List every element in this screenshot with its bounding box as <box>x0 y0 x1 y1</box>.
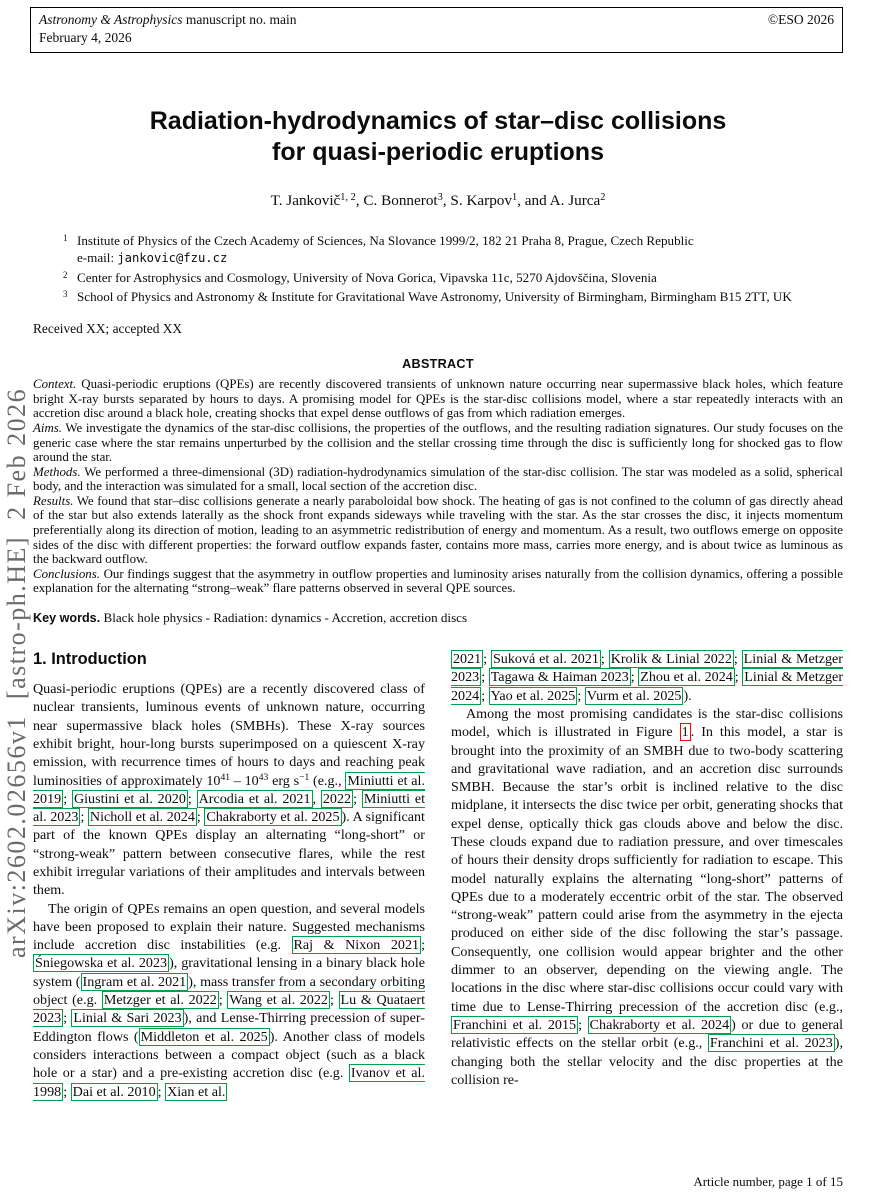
citation-link[interactable]: Zhou et al. 2024 <box>640 669 733 686</box>
citation-link[interactable]: Vurm et al. 2025 <box>586 687 682 704</box>
keywords-line <box>33 610 843 626</box>
keywords-text: Black hole physics - Radiation: dynamics - Accretion, accretion discs <box>100 610 468 626</box>
abstract-methods: Methods. We performed a three-dimensional (3D) radiation-hydrodynamics simulation of the star-disc collision. The star was modeled as a solid, spherical body, and the interaction was simulated for a small, local section of the accretion disc. <box>33 464 843 494</box>
citation-link[interactable]: Franchini et al. 2015 <box>453 1016 577 1033</box>
citation-link[interactable]: Krolik & Linial 2022 <box>610 651 732 668</box>
citation-link[interactable]: Yao et al. 2025 <box>490 687 576 704</box>
abstract-conclusions: Conclusions. Our findings suggest that the asymmetry in outflow properties and luminosity arises naturally from the collision dynamics, offering a possible explanation for the alternating “strong–weak” flare patterns observed in several QPE sources. <box>33 566 843 596</box>
manuscript-title-line: Astronomy & Astrophysics manuscript no. main <box>39 12 297 27</box>
body-paragraph: Quasi-periodic eruptions (QPEs) are a recently discovered class of nuclear transients, luminous events of unknown nature, occurring near supermassive black holes (SMBHs). These X-ray sources exhibit bright, hour-long bursts superimposed on a quiescent X-ray emission, with recurrence times of hours to days and reaching peak luminosities of approximately $10^{41} - 10^{43}$ erg $s^{-1}$ (e.g., Miniutti et al. 2019 ; Giustini et al. 2020 ; Arcodia et al. 2021 , 2022 ; Miniutti et al. 2023 ; Nicholl et al. 2024 ; Chakraborty et al. 2025 ). A significant part of the known QPEs display an alternating “long-short” or “strong-weak” pattern between consecutive flares, while the rest exhibit irregular variations of their amplitudes and intervals between them. <box>33 681 426 899</box>
figure-ref-link[interactable]: 1 <box>681 724 689 741</box>
keywords-label: Key words. <box>33 611 101 626</box>
citation-link[interactable]: Linial & Metzger 2024 <box>451 669 844 704</box>
abstract-heading: ABSTRACT <box>402 357 474 372</box>
author-list: T. Jankovič$^{1, 2}$, C. Bonnerot$^3$, S. Karpov$^1$, and A. Jurca$^2$ <box>270 192 606 209</box>
superscript: 43 <box>258 772 269 784</box>
abstract-lead: Methods. <box>33 464 81 479</box>
right-column <box>451 650 843 1101</box>
citation-link[interactable]: Tagawa & Haiman 2023 <box>490 669 629 686</box>
section-heading-introduction: 1. Introduction <box>33 650 147 669</box>
citation-link[interactable]: Wang et al. 2022 <box>229 992 328 1009</box>
email-line <box>77 250 227 265</box>
superscript: 1, 2 <box>340 192 356 204</box>
citation-link[interactable]: 2021 <box>453 651 482 668</box>
affiliation-number: 2 <box>63 269 68 280</box>
body-paragraph: The origin of QPEs remains an open question, and several models have been proposed to explain their nature. Suggested mechanisms include accretion disc instabilities (e.g. Raj & Nixon 2021 ; Śniegowska et al. 2023 ), gravitational lensing in a binary black hole system ( Ingram et al. 2021 ), mass transfer from a secondary orbiting object (e.g. Metzger et al. 2022 ; Wang et al. 2022 ; Lu & Quataert 2023 ; Linial & Sari 2023 ), and Lense-Thirring precession of super-Eddington flows ( Middleton et al. 2025 ). Another class of models considers interactions between a compact object (such as a black hole or a star) and a pre-existing accretion disc (e.g. Ivanov et al. 1998 ; Dai et al. 2010 ; Xian et al. <box>33 900 426 1100</box>
affiliation-text: Center for Astrophysics and Cosmology, University of Nova Gorica, Vipavska 11c, 5270 Ajdovščina, Slovenia <box>77 269 657 285</box>
body-paragraph: 2021 ; Suková et al. 2021 ; Krolik & Linial 2022 ; Linial & Metzger 2023 ; Tagawa & Haiman 2023 ; Zhou et al. 2024 ; Linial & Metzger 2024 ; Yao et al. 2025 ; Vurm et al. 2025 ). <box>451 651 844 704</box>
affiliation-text: Institute of Physics of the Czech Academy of Sciences, Na Slovance 1999/2, 182 21 Praha 8, Prague, Czech Republic e-mail: jankovic@fzu.cz <box>77 233 694 266</box>
citation-link[interactable]: 2022 <box>322 790 352 807</box>
body-paragraph: Among the most promising candidates is the star-disc collisions model, which is illustrated in Figure 1 . In this model, a star is brought into the proximity of an SMBH due to two-body scattering and gravitational wave radiation, and an accretion disc surrounds SMBH. Because the star’s orbit is inclined relative to the disc midplane, it intersects the disc twice per orbit, generating shocks that expel dense, optically thick gas clouds above and below the disc. These clouds expand due to radiation pressure, and over timescales of hours their density drops sufficiently for radiation to escape. This model naturally explains the alternating “long-short” patterns of QPEs due to a moderately eccentric orbit of the star. The observed “strong-weak” pattern could arise from the asymmetry in the ejecta produced on either side of the disc following the star’s passage. Consequently, one collision would appear brighter and the other dimmer to an observer, depending on the viewing angle. The locations in the disc where star-disc collisions occur could vary with time due to Lense-Thirring precession of the accretion disc (e.g., Franchini et al. 2015 ; Chakraborty et al. 2024 ) or due to general relativistic effects on the stellar orbit (e.g., Franchini et al. 2023 ), changing both the stellar velocity and the disc properties at the collision re- <box>451 705 844 1088</box>
affiliation-number: 3 <box>63 288 68 299</box>
citation-link[interactable]: Śniegowska et al. 2023 <box>35 955 168 972</box>
affiliation-number: 1 <box>63 233 68 244</box>
superscript: 41 <box>220 772 231 784</box>
header-box <box>30 7 843 53</box>
page-footer: Article number, page 1 of 15 <box>693 1174 843 1189</box>
paper-title-line1: Radiation-hydrodynamics of star–disc collisions <box>149 107 727 135</box>
superscript: 2 <box>600 192 606 204</box>
citation-link[interactable]: Linial & Sari 2023 <box>73 1010 182 1027</box>
citation-link[interactable]: Lu & Quataert 2023 <box>33 992 425 1027</box>
citation-link[interactable]: Arcodia et al. 2021 <box>198 790 311 807</box>
citation-link[interactable]: Middleton et al. 2025 <box>140 1028 268 1045</box>
affiliation-item <box>63 288 843 305</box>
abstract <box>33 377 843 596</box>
copyright-notice: ©ESO 2026 <box>767 12 834 27</box>
italic-text: Astronomy & Astrophysics <box>39 12 183 27</box>
citation-link[interactable]: Linial & Metzger 2023 <box>451 651 843 686</box>
abstract-lead: Results. <box>33 493 74 508</box>
abstract-results: Results. We found that star–disc collisions generate a nearly paraboloidal bow shock. The heating of gas is not confined to the column of gas directly ahead of the star but also extends laterally as the shock front expands sideways while traveling with the star. As the star crosses the disc, it injects momentum preferentially along its direction of motion, leading to an asymmetric redistribution of energy and momentum. As a result, two outflows emerge on opposite sides of the disc with different properties: the forward outflow expands faster, contains more mass, carries more energy, and is about twice as luminous as the backward outflow. <box>33 493 843 567</box>
citation-link[interactable]: Nicholl et al. 2024 <box>89 809 195 826</box>
citation-link[interactable]: Miniutti et al. 2023 <box>33 790 426 826</box>
superscript: 1 <box>512 192 518 204</box>
citation-link[interactable]: Xian et al. <box>167 1083 226 1100</box>
two-column-body <box>33 650 843 1101</box>
citation-link[interactable]: Suková et al. 2021 <box>492 651 599 668</box>
abstract-aims: Aims. We investigate the dynamics of the star-disc collisions, the properties of the outflows, and the resulting radiation signatures. Our study focuses on the generic case where the star remains unperturbed by the collision and the stellar crossing time through the disc is sufficiently long for shocked gas to flow around the star. <box>33 420 843 465</box>
received-line: Received XX; accepted XX <box>33 321 183 337</box>
abstract-lead: Conclusions. <box>33 566 100 581</box>
arxiv-stamp: arXiv:2602.02656v1 [astro-ph.HE] 2 Feb 2026 <box>2 387 31 958</box>
paper-title-line2: for quasi-periodic eruptions <box>272 138 604 166</box>
affiliation-text: School of Physics and Astronomy & Institute for Gravitational Wave Astronomy, University of Birmingham, Birmingham B15 2TT, UK <box>77 288 792 304</box>
citation-link[interactable]: Ingram et al. 2021 <box>82 973 187 990</box>
affiliation-list <box>33 232 843 305</box>
citation-link[interactable]: Miniutti et al. 2019 <box>33 772 425 807</box>
citation-link[interactable]: Franchini et al. 2023 <box>709 1035 833 1052</box>
citation-link[interactable]: Chakraborty et al. 2024 <box>589 1016 730 1033</box>
superscript: −1 <box>299 772 310 784</box>
citation-link[interactable]: Metzger et al. 2022 <box>103 992 217 1009</box>
citation-link[interactable]: Raj & Nixon 2021 <box>293 937 420 954</box>
manuscript-date: February 4, 2026 <box>39 30 132 46</box>
affiliation-item <box>63 269 843 286</box>
email-label: e-mail: <box>77 250 118 266</box>
citation-link[interactable]: Ivanov et al. 1998 <box>33 1065 425 1100</box>
affiliation-item <box>63 232 843 267</box>
citation-link[interactable]: Giustini et al. 2020 <box>73 790 186 807</box>
manuscript-info <box>39 11 296 47</box>
left-column <box>33 650 425 1101</box>
abstract-context: Context. Quasi-periodic eruptions (QPEs) are recently discovered transients of unknown nature occurring near supermassive black holes, which feature bright X-ray bursts separated by hours to days. A promising model for QPEs is the star-disc collisions model, where a star repeatedly interacts with an accretion disc around a black hole, creating shocks that expel dense outflows of gas from which radiation emerges. <box>33 377 843 421</box>
abstract-lead: Context. <box>33 377 77 392</box>
paper-title <box>33 106 843 168</box>
email-address[interactable]: jankovic@fzu.cz <box>117 251 228 266</box>
citation-link[interactable]: Chakraborty et al. 2025 <box>206 809 340 826</box>
citation-link[interactable]: Dai et al. 2010 <box>72 1083 156 1100</box>
superscript: 3 <box>437 192 443 204</box>
abstract-lead: Aims. <box>33 420 63 435</box>
